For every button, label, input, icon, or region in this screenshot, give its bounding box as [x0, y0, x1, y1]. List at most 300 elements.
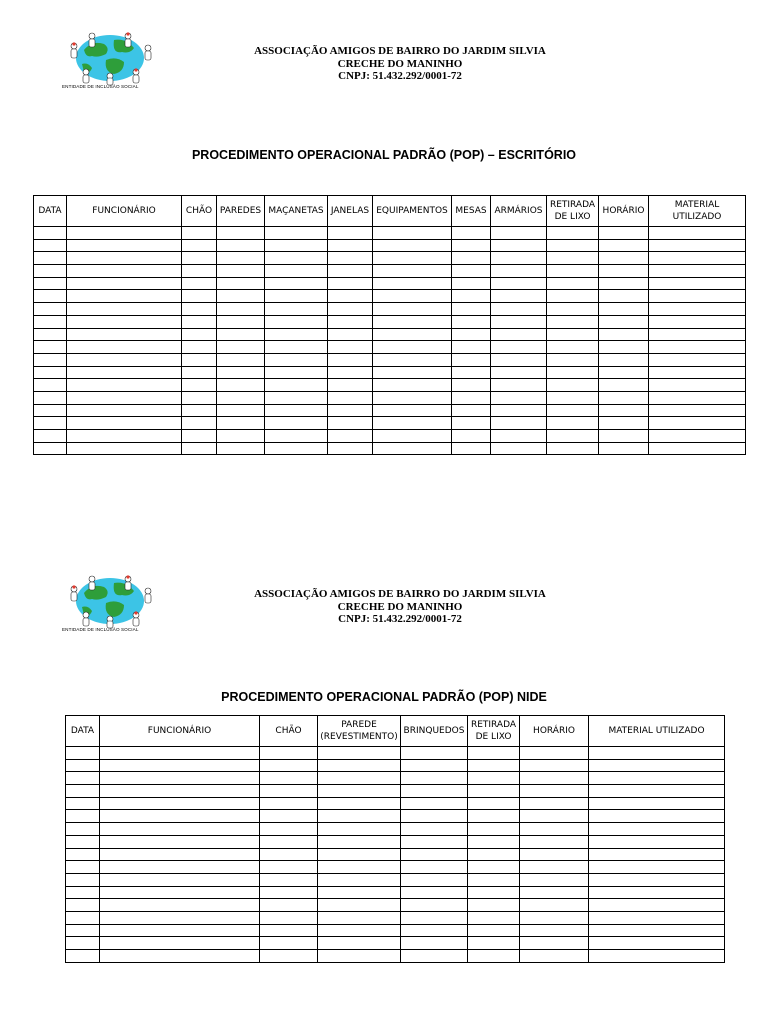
table-cell[interactable]: [328, 391, 373, 404]
table-cell[interactable]: [318, 759, 401, 772]
table-cell[interactable]: [491, 315, 547, 328]
table-cell[interactable]: [599, 391, 649, 404]
table-cell[interactable]: [547, 303, 599, 316]
table-cell[interactable]: [401, 785, 468, 798]
table-cell[interactable]: [452, 391, 491, 404]
table-cell[interactable]: [67, 252, 182, 265]
table-cell[interactable]: [468, 759, 520, 772]
table-cell[interactable]: [34, 430, 67, 443]
table-cell[interactable]: [260, 950, 318, 963]
table-cell[interactable]: [491, 353, 547, 366]
table-cell[interactable]: [34, 227, 67, 240]
table-cell[interactable]: [182, 303, 217, 316]
table-cell[interactable]: [373, 366, 452, 379]
table-cell[interactable]: [452, 366, 491, 379]
table-cell[interactable]: [328, 277, 373, 290]
table-cell[interactable]: [649, 290, 746, 303]
table-cell[interactable]: [328, 303, 373, 316]
table-cell[interactable]: [66, 950, 100, 963]
table-cell[interactable]: [547, 290, 599, 303]
table-cell[interactable]: [547, 379, 599, 392]
table-cell[interactable]: [100, 911, 260, 924]
table-cell[interactable]: [318, 747, 401, 760]
table-cell[interactable]: [66, 823, 100, 836]
table-cell[interactable]: [100, 835, 260, 848]
table-cell[interactable]: [649, 366, 746, 379]
table-cell[interactable]: [649, 391, 746, 404]
table-cell[interactable]: [589, 810, 725, 823]
table-cell[interactable]: [468, 861, 520, 874]
table-cell[interactable]: [649, 379, 746, 392]
table-cell[interactable]: [589, 873, 725, 886]
table-cell[interactable]: [491, 265, 547, 278]
table-cell[interactable]: [452, 417, 491, 430]
table-cell[interactable]: [182, 277, 217, 290]
table-cell[interactable]: [260, 886, 318, 899]
table-cell[interactable]: [520, 950, 589, 963]
table-cell[interactable]: [649, 417, 746, 430]
table-cell[interactable]: [649, 341, 746, 354]
table-cell[interactable]: [34, 265, 67, 278]
table-cell[interactable]: [67, 353, 182, 366]
table-cell[interactable]: [260, 772, 318, 785]
table-cell[interactable]: [452, 328, 491, 341]
table-cell[interactable]: [520, 873, 589, 886]
table-cell[interactable]: [34, 239, 67, 252]
table-cell[interactable]: [328, 379, 373, 392]
table-cell[interactable]: [589, 899, 725, 912]
table-cell[interactable]: [373, 315, 452, 328]
table-cell[interactable]: [260, 759, 318, 772]
table-cell[interactable]: [401, 899, 468, 912]
table-cell[interactable]: [599, 303, 649, 316]
table-cell[interactable]: [599, 417, 649, 430]
table-cell[interactable]: [100, 785, 260, 798]
table-cell[interactable]: [599, 379, 649, 392]
table-cell[interactable]: [491, 341, 547, 354]
table-cell[interactable]: [373, 442, 452, 455]
table-cell[interactable]: [67, 391, 182, 404]
table-cell[interactable]: [260, 848, 318, 861]
table-cell[interactable]: [100, 797, 260, 810]
table-cell[interactable]: [66, 772, 100, 785]
table-cell[interactable]: [468, 835, 520, 848]
table-cell[interactable]: [100, 950, 260, 963]
table-cell[interactable]: [520, 937, 589, 950]
table-cell[interactable]: [547, 315, 599, 328]
table-cell[interactable]: [66, 848, 100, 861]
table-cell[interactable]: [328, 290, 373, 303]
table-cell[interactable]: [217, 366, 265, 379]
table-cell[interactable]: [182, 315, 217, 328]
table-cell[interactable]: [182, 265, 217, 278]
table-cell[interactable]: [491, 442, 547, 455]
table-cell[interactable]: [401, 772, 468, 785]
table-cell[interactable]: [520, 823, 589, 836]
table-cell[interactable]: [265, 290, 328, 303]
table-cell[interactable]: [217, 430, 265, 443]
table-cell[interactable]: [589, 950, 725, 963]
table-cell[interactable]: [649, 277, 746, 290]
table-cell[interactable]: [547, 417, 599, 430]
table-cell[interactable]: [491, 328, 547, 341]
table-cell[interactable]: [491, 239, 547, 252]
table-cell[interactable]: [649, 265, 746, 278]
table-cell[interactable]: [589, 861, 725, 874]
table-cell[interactable]: [589, 911, 725, 924]
table-cell[interactable]: [401, 873, 468, 886]
table-cell[interactable]: [547, 239, 599, 252]
table-cell[interactable]: [599, 366, 649, 379]
table-cell[interactable]: [468, 886, 520, 899]
table-cell[interactable]: [520, 810, 589, 823]
table-cell[interactable]: [182, 391, 217, 404]
table-cell[interactable]: [66, 873, 100, 886]
table-cell[interactable]: [217, 341, 265, 354]
table-cell[interactable]: [373, 353, 452, 366]
table-cell[interactable]: [599, 277, 649, 290]
table-cell[interactable]: [649, 252, 746, 265]
table-cell[interactable]: [520, 759, 589, 772]
table-cell[interactable]: [66, 911, 100, 924]
table-cell[interactable]: [373, 303, 452, 316]
table-cell[interactable]: [491, 379, 547, 392]
table-cell[interactable]: [468, 772, 520, 785]
table-cell[interactable]: [328, 417, 373, 430]
table-cell[interactable]: [599, 315, 649, 328]
table-cell[interactable]: [217, 227, 265, 240]
table-cell[interactable]: [182, 417, 217, 430]
table-cell[interactable]: [265, 442, 328, 455]
table-cell[interactable]: [401, 759, 468, 772]
table-cell[interactable]: [547, 353, 599, 366]
table-cell[interactable]: [318, 848, 401, 861]
table-cell[interactable]: [66, 937, 100, 950]
table-cell[interactable]: [452, 239, 491, 252]
table-cell[interactable]: [67, 328, 182, 341]
table-cell[interactable]: [318, 924, 401, 937]
table-cell[interactable]: [260, 924, 318, 937]
table-cell[interactable]: [260, 785, 318, 798]
table-cell[interactable]: [401, 848, 468, 861]
table-cell[interactable]: [66, 759, 100, 772]
table-cell[interactable]: [401, 823, 468, 836]
table-cell[interactable]: [318, 785, 401, 798]
table-cell[interactable]: [265, 265, 328, 278]
table-cell[interactable]: [649, 315, 746, 328]
table-cell[interactable]: [66, 747, 100, 760]
table-cell[interactable]: [217, 391, 265, 404]
table-cell[interactable]: [373, 277, 452, 290]
table-cell[interactable]: [520, 772, 589, 785]
table-cell[interactable]: [547, 227, 599, 240]
table-cell[interactable]: [100, 810, 260, 823]
table-cell[interactable]: [520, 899, 589, 912]
table-cell[interactable]: [589, 835, 725, 848]
table-cell[interactable]: [67, 265, 182, 278]
table-cell[interactable]: [373, 417, 452, 430]
table-cell[interactable]: [373, 252, 452, 265]
table-cell[interactable]: [260, 861, 318, 874]
table-cell[interactable]: [452, 353, 491, 366]
table-cell[interactable]: [182, 430, 217, 443]
table-cell[interactable]: [100, 747, 260, 760]
table-cell[interactable]: [67, 366, 182, 379]
table-cell[interactable]: [599, 252, 649, 265]
table-cell[interactable]: [67, 290, 182, 303]
table-cell[interactable]: [452, 227, 491, 240]
table-cell[interactable]: [599, 341, 649, 354]
table-cell[interactable]: [67, 442, 182, 455]
table-cell[interactable]: [401, 911, 468, 924]
table-cell[interactable]: [401, 950, 468, 963]
table-cell[interactable]: [452, 442, 491, 455]
table-cell[interactable]: [100, 861, 260, 874]
table-cell[interactable]: [67, 227, 182, 240]
table-cell[interactable]: [67, 303, 182, 316]
table-cell[interactable]: [265, 430, 328, 443]
table-cell[interactable]: [217, 252, 265, 265]
table-cell[interactable]: [373, 239, 452, 252]
table-cell[interactable]: [599, 404, 649, 417]
table-cell[interactable]: [649, 227, 746, 240]
table-cell[interactable]: [217, 417, 265, 430]
table-cell[interactable]: [100, 937, 260, 950]
table-cell[interactable]: [401, 886, 468, 899]
table-cell[interactable]: [265, 315, 328, 328]
table-cell[interactable]: [328, 227, 373, 240]
table-cell[interactable]: [649, 303, 746, 316]
table-cell[interactable]: [401, 924, 468, 937]
table-cell[interactable]: [468, 924, 520, 937]
table-cell[interactable]: [100, 823, 260, 836]
table-cell[interactable]: [520, 924, 589, 937]
table-cell[interactable]: [599, 265, 649, 278]
table-cell[interactable]: [589, 797, 725, 810]
table-cell[interactable]: [520, 747, 589, 760]
table-cell[interactable]: [491, 252, 547, 265]
table-cell[interactable]: [328, 341, 373, 354]
table-cell[interactable]: [260, 899, 318, 912]
table-cell[interactable]: [468, 899, 520, 912]
table-cell[interactable]: [265, 404, 328, 417]
table-cell[interactable]: [491, 290, 547, 303]
table-cell[interactable]: [401, 937, 468, 950]
table-cell[interactable]: [66, 797, 100, 810]
table-cell[interactable]: [66, 861, 100, 874]
table-cell[interactable]: [491, 303, 547, 316]
table-cell[interactable]: [468, 747, 520, 760]
table-cell[interactable]: [649, 430, 746, 443]
table-cell[interactable]: [67, 341, 182, 354]
table-cell[interactable]: [599, 328, 649, 341]
table-cell[interactable]: [265, 252, 328, 265]
table-cell[interactable]: [318, 861, 401, 874]
table-cell[interactable]: [589, 759, 725, 772]
table-cell[interactable]: [260, 937, 318, 950]
table-cell[interactable]: [67, 430, 182, 443]
table-cell[interactable]: [328, 328, 373, 341]
table-cell[interactable]: [260, 911, 318, 924]
table-cell[interactable]: [66, 924, 100, 937]
table-cell[interactable]: [589, 823, 725, 836]
table-cell[interactable]: [452, 341, 491, 354]
table-cell[interactable]: [217, 290, 265, 303]
table-cell[interactable]: [491, 404, 547, 417]
table-cell[interactable]: [182, 379, 217, 392]
table-cell[interactable]: [265, 328, 328, 341]
table-cell[interactable]: [66, 785, 100, 798]
table-cell[interactable]: [491, 391, 547, 404]
table-cell[interactable]: [491, 366, 547, 379]
table-cell[interactable]: [401, 861, 468, 874]
table-cell[interactable]: [373, 391, 452, 404]
table-cell[interactable]: [318, 911, 401, 924]
table-cell[interactable]: [67, 277, 182, 290]
table-cell[interactable]: [373, 379, 452, 392]
table-cell[interactable]: [318, 950, 401, 963]
table-cell[interactable]: [265, 277, 328, 290]
table-cell[interactable]: [520, 886, 589, 899]
table-cell[interactable]: [520, 797, 589, 810]
table-cell[interactable]: [520, 785, 589, 798]
table-cell[interactable]: [34, 341, 67, 354]
table-cell[interactable]: [328, 430, 373, 443]
table-cell[interactable]: [182, 290, 217, 303]
table-cell[interactable]: [217, 277, 265, 290]
table-cell[interactable]: [66, 835, 100, 848]
table-cell[interactable]: [328, 404, 373, 417]
table-cell[interactable]: [547, 265, 599, 278]
table-cell[interactable]: [373, 328, 452, 341]
table-cell[interactable]: [182, 227, 217, 240]
table-cell[interactable]: [547, 277, 599, 290]
table-cell[interactable]: [260, 873, 318, 886]
table-cell[interactable]: [265, 417, 328, 430]
table-cell[interactable]: [468, 873, 520, 886]
table-cell[interactable]: [217, 303, 265, 316]
table-cell[interactable]: [217, 239, 265, 252]
table-cell[interactable]: [34, 391, 67, 404]
table-cell[interactable]: [182, 366, 217, 379]
table-cell[interactable]: [34, 442, 67, 455]
table-cell[interactable]: [34, 315, 67, 328]
table-cell[interactable]: [217, 328, 265, 341]
table-cell[interactable]: [520, 861, 589, 874]
table-cell[interactable]: [100, 924, 260, 937]
table-cell[interactable]: [318, 823, 401, 836]
table-cell[interactable]: [468, 810, 520, 823]
table-cell[interactable]: [520, 848, 589, 861]
table-cell[interactable]: [599, 239, 649, 252]
table-cell[interactable]: [491, 430, 547, 443]
table-cell[interactable]: [67, 379, 182, 392]
table-cell[interactable]: [217, 315, 265, 328]
table-cell[interactable]: [547, 404, 599, 417]
table-cell[interactable]: [328, 265, 373, 278]
table-cell[interactable]: [34, 366, 67, 379]
table-cell[interactable]: [100, 899, 260, 912]
table-cell[interactable]: [452, 277, 491, 290]
table-cell[interactable]: [100, 873, 260, 886]
table-cell[interactable]: [589, 886, 725, 899]
table-cell[interactable]: [318, 886, 401, 899]
table-cell[interactable]: [649, 404, 746, 417]
table-cell[interactable]: [265, 366, 328, 379]
table-cell[interactable]: [468, 950, 520, 963]
table-cell[interactable]: [468, 937, 520, 950]
table-cell[interactable]: [401, 810, 468, 823]
table-cell[interactable]: [67, 417, 182, 430]
table-cell[interactable]: [182, 239, 217, 252]
table-cell[interactable]: [373, 227, 452, 240]
table-cell[interactable]: [468, 797, 520, 810]
table-cell[interactable]: [452, 315, 491, 328]
table-cell[interactable]: [373, 404, 452, 417]
table-cell[interactable]: [318, 937, 401, 950]
table-cell[interactable]: [260, 747, 318, 760]
table-cell[interactable]: [265, 303, 328, 316]
table-cell[interactable]: [599, 442, 649, 455]
table-cell[interactable]: [100, 848, 260, 861]
table-cell[interactable]: [265, 353, 328, 366]
table-cell[interactable]: [318, 899, 401, 912]
table-cell[interactable]: [217, 442, 265, 455]
table-cell[interactable]: [182, 353, 217, 366]
table-cell[interactable]: [373, 290, 452, 303]
table-cell[interactable]: [67, 315, 182, 328]
table-cell[interactable]: [401, 747, 468, 760]
table-cell[interactable]: [318, 797, 401, 810]
table-cell[interactable]: [649, 239, 746, 252]
table-cell[interactable]: [452, 430, 491, 443]
table-cell[interactable]: [468, 785, 520, 798]
table-cell[interactable]: [328, 442, 373, 455]
table-cell[interactable]: [217, 379, 265, 392]
table-cell[interactable]: [589, 924, 725, 937]
table-cell[interactable]: [34, 277, 67, 290]
table-cell[interactable]: [66, 810, 100, 823]
table-cell[interactable]: [452, 252, 491, 265]
table-cell[interactable]: [547, 430, 599, 443]
table-cell[interactable]: [260, 835, 318, 848]
table-cell[interactable]: [547, 391, 599, 404]
table-cell[interactable]: [452, 379, 491, 392]
table-cell[interactable]: [66, 886, 100, 899]
table-cell[interactable]: [491, 277, 547, 290]
table-cell[interactable]: [265, 391, 328, 404]
table-cell[interactable]: [182, 442, 217, 455]
table-cell[interactable]: [649, 328, 746, 341]
table-cell[interactable]: [34, 379, 67, 392]
table-cell[interactable]: [67, 404, 182, 417]
table-cell[interactable]: [589, 937, 725, 950]
table-cell[interactable]: [217, 404, 265, 417]
table-cell[interactable]: [328, 353, 373, 366]
table-cell[interactable]: [217, 353, 265, 366]
table-cell[interactable]: [452, 265, 491, 278]
table-cell[interactable]: [491, 417, 547, 430]
table-cell[interactable]: [34, 417, 67, 430]
table-cell[interactable]: [318, 810, 401, 823]
table-cell[interactable]: [599, 353, 649, 366]
table-cell[interactable]: [491, 227, 547, 240]
table-cell[interactable]: [182, 404, 217, 417]
table-cell[interactable]: [34, 328, 67, 341]
table-cell[interactable]: [599, 430, 649, 443]
table-cell[interactable]: [452, 303, 491, 316]
table-cell[interactable]: [34, 404, 67, 417]
